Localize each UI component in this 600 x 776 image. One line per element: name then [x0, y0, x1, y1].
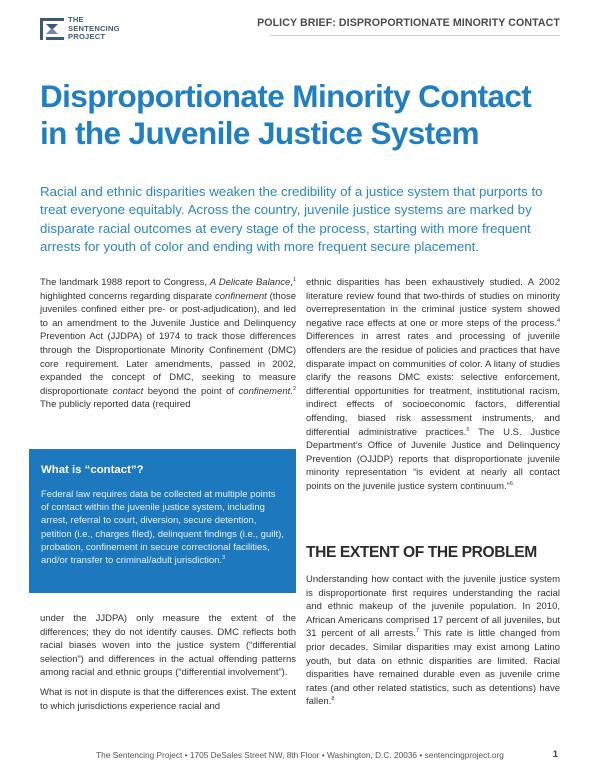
- header-divider: [270, 35, 560, 36]
- logo-mark-icon: [40, 18, 64, 40]
- logo-line-2: SENTENCING: [68, 23, 120, 33]
- paragraph: Understanding how contact with the juvenile justice system is disproportionate first requires understanding the racial and ethnic makeup of the juvenile population. In 2010, African Americans comprised 17 percent of all juveniles, but 31 percent of all arrests.$^7$ This rate is little changed from prior decades. Similar disparities may exist among Latino youth, but data on ethnic disparities are limited. Racial disparities have remained durable even as juvenile crime rates (and other related statistics, such as detentions) have fallen.$^8$: [306, 574, 560, 708]
- footnote-ref[interactable]: 4: [556, 317, 560, 324]
- footnote-ref[interactable]: 5: [466, 426, 470, 433]
- footnote-ref[interactable]: 6: [509, 480, 513, 487]
- column-right-top: [306, 276, 560, 500]
- paragraph: What is not in dispute is that the differences exist. The extent to which jurisdictions experience racial and: [40, 686, 296, 712]
- page-number: 1: [552, 749, 558, 760]
- column-left-bottom: [40, 612, 296, 719]
- paragraph: ethnic disparities has been exhaustively studied. A 2002 literature review found that two-thirds of studies on minority overrepresentation in the criminal justice system showed negative race effects at one or more steps of the process.$^4$ Differences in arrest rates and processing of juvenile offenders are the residue of policies and practices that have disparate impact on communities of color. A litany of studies clarify the reasons DMC exists: selective enforcement, differential opportunities for treatment, institutional racism, indirect effects of socioeconomic factors, differential offending, biased risk assessment instruments, and differential administrative practices.$^5$ The U.S. Justice Department’s Office of Juvenile Justice and Delinquency Prevention (OJJDP) reports that disproportionate juvenile minority representation “is evident at nearly all contact points on the juvenile justice system continuum.”$^6$: [306, 277, 560, 492]
- footnote-ref[interactable]: 1: [292, 276, 296, 283]
- footnote-ref[interactable]: 8: [331, 696, 335, 703]
- column-left-top: [40, 276, 296, 418]
- document-kicker: POLICY BRIEF: DISPROPORTIONATE MINORITY CONTACT: [257, 17, 560, 29]
- organization-logo[interactable]: [40, 16, 120, 42]
- sidebar-body: Federal law requires data be collected at multiple points of contact within the juvenile justice system, including arrest, referral to court, diversion, secure detention, petition (i.e., charges filed), delinquent findings (i.e., guilt), probation, confinement in secure correctional facilities, and/or transfer to criminal/adult jurisdiction.$^3$: [41, 489, 284, 567]
- title-line-2: in the Juvenile Justice System: [40, 115, 479, 151]
- footnote-ref[interactable]: 3: [222, 554, 226, 561]
- title-line-1: Disproportionate Minority Contact: [40, 78, 532, 114]
- footnote-ref[interactable]: 7: [415, 628, 419, 635]
- logo-wordmark: [68, 16, 120, 42]
- footnote-ref[interactable]: 2: [292, 385, 296, 392]
- section-heading: THE EXTENT OF THE PROBLEM: [306, 544, 537, 561]
- contact-definition-box: [29, 449, 296, 593]
- lead-paragraph: Racial and ethnic disparities weaken the credibility of a justice system that purports to treat everyone equitably. Across the country, juvenile justice systems are marked by disparate racial outcomes at every stage of the process, starting with more frequent arrests for youth of color and ending with more frequent secure placement.: [40, 184, 543, 255]
- logo-line-1: THE: [68, 15, 84, 24]
- sidebar-title: What is “contact”?: [41, 464, 144, 476]
- paragraph: under the JJDPA) only measure the extent of the differences; they do not identify causes. DMC reflects both racial biases woven into the justice system (“differential selection”) and differences in the actual offending patterns among racial and ethnic groups (“differential involvement”).: [40, 613, 296, 679]
- logo-line-3: PROJECT: [68, 32, 106, 42]
- column-right-bottom: [306, 573, 560, 715]
- page-footer: The Sentencing Project • 1705 DeSales Street NW, 8th Floor • Washington, D.C. 20036 • sentencingproject.org: [96, 750, 504, 760]
- intro-paragraph: The landmark 1988 report to Congress, A Delicate Balance,$^1$ highlighted concerns regarding disparate confinement (those juveniles confined either pre- or post-adjudication), and led to an amendment to the Juvenile Justice and Delinquency Prevention Act (JJDPA) of 1974 to track those differences through the Disproportionate Minority Confinement (DMC) core requirement. Later amendments, passed in 2002, expanded the concept of DMC, seeking to measure disproportionate contact beyond the point of confinement.$^2$ The publicly reported data (required: [40, 276, 297, 411]
- page-title: [40, 78, 570, 152]
- report-title: A Delicate Balance: [209, 277, 291, 288]
